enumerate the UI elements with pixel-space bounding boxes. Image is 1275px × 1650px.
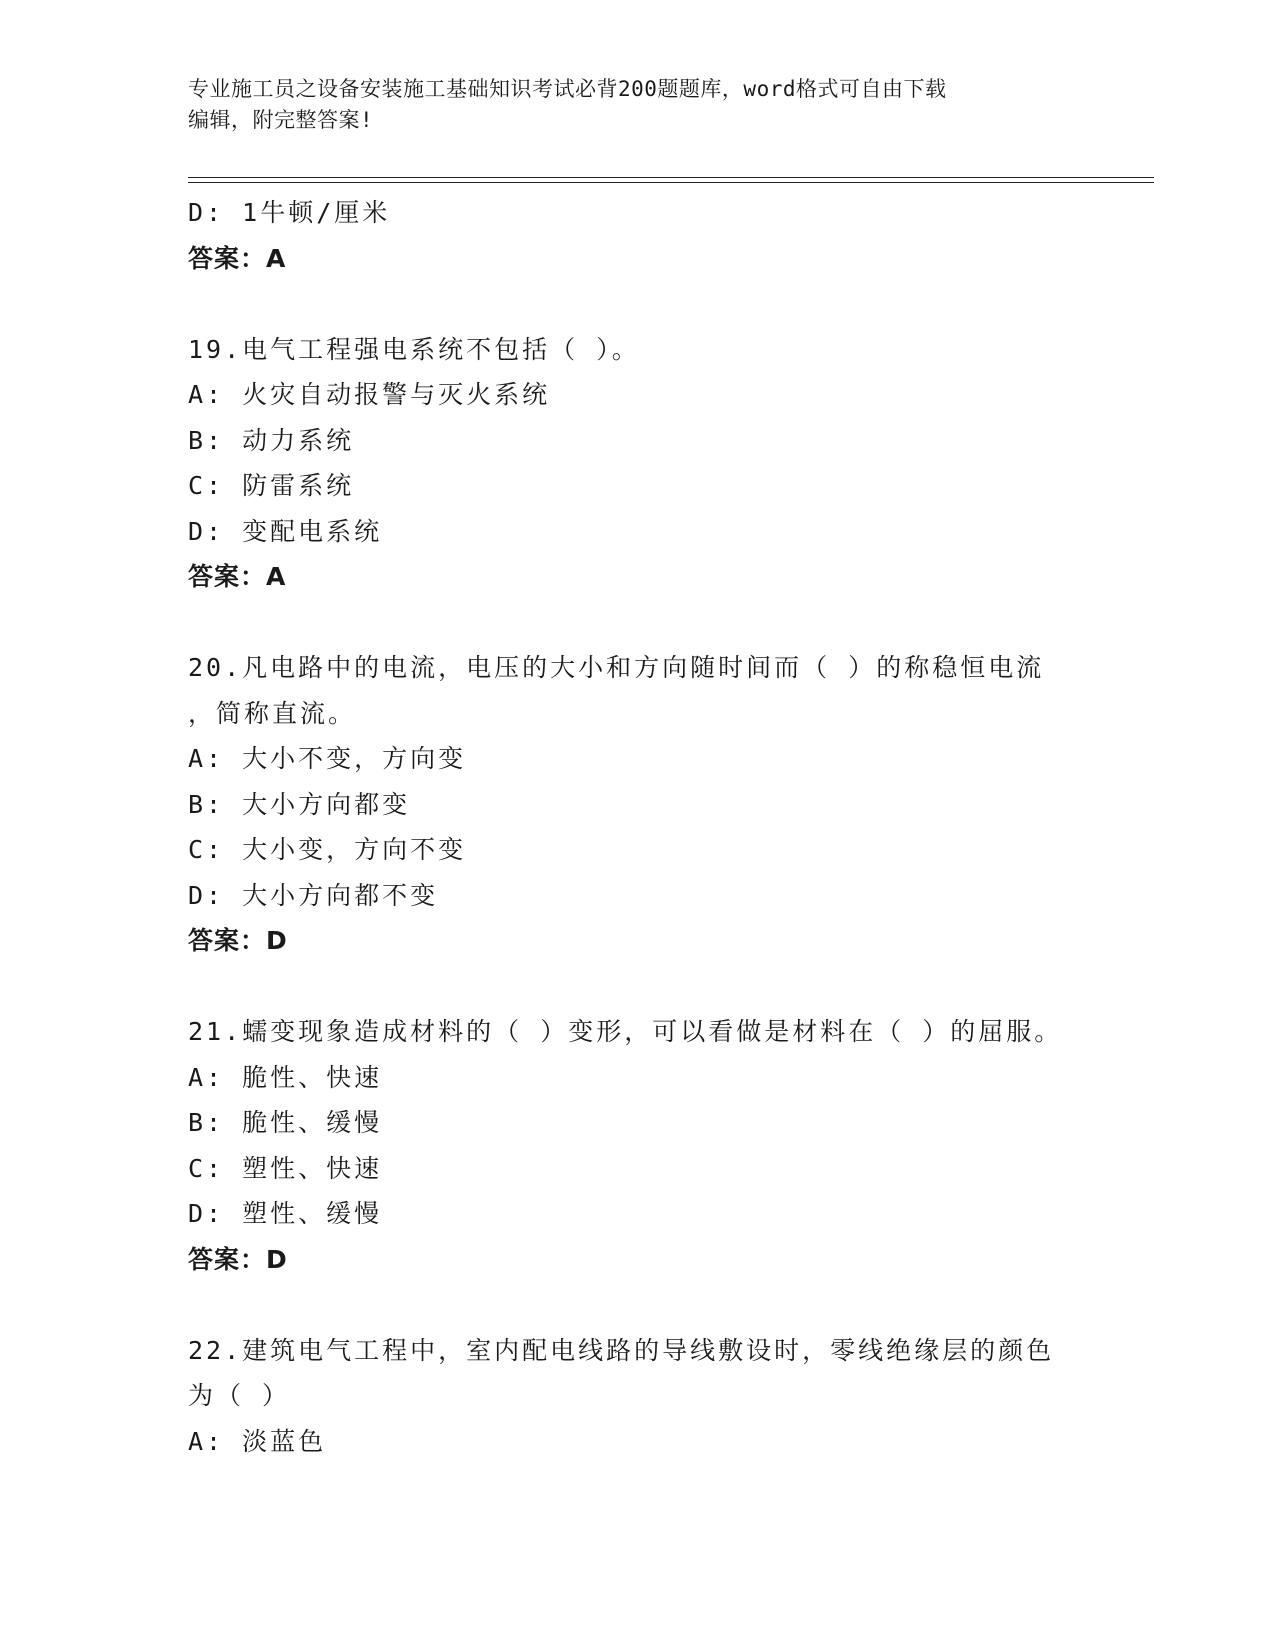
header-divider-bottom: [188, 182, 1154, 183]
spacer: [188, 964, 1088, 1010]
document-body: [188, 190, 1088, 1464]
question-19-stem: 19.电气工程强电系统不包括（ ）。: [188, 334, 640, 364]
question-21-answer: 答案：D: [188, 1244, 288, 1274]
question-21-option-c: C: 塑性、快速: [188, 1153, 383, 1183]
header-divider-top: [188, 177, 1154, 178]
spacer: [188, 281, 1088, 327]
question-19-option-a: A: 火灾自动报警与灭火系统: [188, 380, 551, 409]
question-19-option-b: B: 动力系统: [188, 425, 355, 455]
question-20-option-c: C: 大小变，方向不变: [188, 835, 467, 864]
header-title-line-1: 专业施工员之设备安装施工基础知识考试必背200题题库，word格式可自由下载: [188, 77, 947, 101]
question-22-stem-line-1: 22.建筑电气工程中，室内配电线路的导线敷设时，零线绝缘层的颜色: [188, 1335, 1055, 1365]
prev-option-d: D: 1牛顿/厘米: [188, 198, 391, 227]
question-21-option-a: A: 脆性、快速: [188, 1062, 383, 1092]
question-20-stem-line-1: 20.凡电路中的电流，电压的大小和方向随时间而（ ）的称稳恒电流: [188, 653, 1045, 682]
question-22-option-a: A: 淡蓝色: [188, 1426, 327, 1456]
question-19-option-d: D: 变配电系统: [188, 516, 383, 546]
question-19-option-c: C: 防雷系统: [188, 471, 355, 500]
spacer: [188, 1282, 1088, 1328]
question-20-answer: 答案：D: [188, 926, 288, 955]
spacer: [188, 600, 1088, 646]
question-21-option-d: D: 塑性、缓慢: [188, 1199, 383, 1228]
header-title-line-2: 编辑，附完整答案!: [188, 108, 374, 132]
prev-answer: 答案：A: [188, 243, 287, 273]
question-20-option-b: B: 大小方向都变: [188, 789, 411, 819]
question-20-option-a: A: 大小不变，方向变: [188, 744, 467, 773]
question-22-stem-line-2: 为（ ）: [188, 1381, 291, 1410]
question-20-option-d: D: 大小方向都不变: [188, 880, 439, 910]
question-21-option-b: B: 脆性、缓慢: [188, 1108, 383, 1137]
question-20-stem-line-2: ，简称直流。: [188, 698, 357, 728]
question-19-answer: 答案：A: [188, 562, 287, 591]
page-header: [188, 74, 1078, 136]
question-21-stem: 21.蠕变现象造成材料的（ ）变形，可以看做是材料在（ ）的屈服。: [188, 1017, 1063, 1046]
